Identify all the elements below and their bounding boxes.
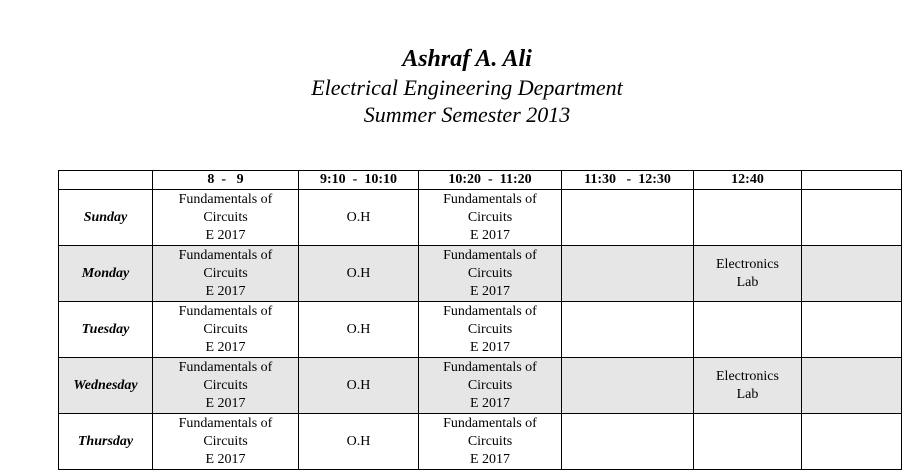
schedule-cell (299, 414, 419, 470)
department-name: Electrical Engineering Department (311, 75, 623, 100)
cell-text-line: Fundamentals of (178, 191, 273, 207)
cell-text-line: E 2017 (205, 451, 246, 467)
schedule-cell (694, 302, 802, 358)
schedule-cell (694, 190, 802, 246)
schedule-cell (802, 246, 902, 302)
cell-text-line: Circuits (467, 265, 513, 281)
cell-text-line: O.H (346, 321, 371, 337)
schedule-cell (299, 190, 419, 246)
cell-text-line: Circuits (467, 321, 513, 337)
table-row (59, 414, 902, 470)
cell-text-line: E 2017 (205, 227, 246, 243)
table-row (59, 246, 902, 302)
cell-text-line: Fundamentals of (178, 303, 273, 319)
cell-text-line: Fundamentals of (178, 415, 273, 431)
schedule-cell (562, 414, 694, 470)
cell-text-line: Circuits (203, 209, 248, 225)
table-row (59, 302, 902, 358)
cell-text-line: Circuits (203, 321, 248, 337)
cell-text-line: Electronics (716, 368, 779, 384)
cell-text-line: Circuits (203, 433, 248, 449)
cell-text-line: Circuits (203, 265, 248, 281)
schedule-cell (802, 302, 902, 358)
cell-text-line: O.H (346, 377, 371, 393)
document-header (0, 44, 909, 128)
time-header-row (59, 171, 902, 190)
cell-text-line: Fundamentals of (443, 415, 537, 431)
schedule-cell (153, 302, 299, 358)
cell-text-line: Circuits (467, 433, 513, 449)
schedule-cell (562, 190, 694, 246)
cell-text-line: Fundamentals of (443, 247, 537, 263)
cell-text-line: E 2017 (205, 395, 246, 411)
header-cell-time: 8 - 9 (153, 171, 299, 190)
schedule-cell (419, 302, 562, 358)
header-cell-corner (59, 171, 153, 190)
schedule-cell (299, 358, 419, 414)
cell-text-line: Lab (736, 386, 759, 402)
schedule-cell (562, 302, 694, 358)
schedule-cell (299, 302, 419, 358)
schedule-cell (419, 414, 562, 470)
semester-label: Summer Semester 2013 (363, 102, 571, 127)
schedule-cell (694, 358, 802, 414)
schedule-cell (694, 414, 802, 470)
schedule-cell (153, 414, 299, 470)
day-cell: Monday (59, 246, 153, 302)
schedule-table (58, 170, 902, 470)
cell-text-line: E 2017 (469, 339, 511, 355)
schedule-cell (153, 190, 299, 246)
cell-text-line: Lab (736, 274, 759, 290)
cell-text-line: E 2017 (469, 395, 511, 411)
header-cell-time: 10:20 - 11:20 (419, 171, 562, 190)
header-cell-time: 12:40 (694, 171, 802, 190)
header-cell-empty (802, 171, 902, 190)
cell-text-line: E 2017 (469, 451, 511, 467)
schedule-cell (153, 358, 299, 414)
cell-text-line: E 2017 (205, 283, 246, 299)
cell-text-line: Circuits (203, 377, 248, 393)
table-row (59, 190, 902, 246)
cell-text-line: Fundamentals of (178, 359, 273, 375)
cell-text-line: Fundamentals of (443, 359, 537, 375)
schedule-cell (694, 246, 802, 302)
day-cell: Thursday (59, 414, 153, 470)
day-cell: Sunday (59, 190, 153, 246)
schedule-cell (562, 246, 694, 302)
cell-text-line: O.H (346, 265, 371, 281)
cell-text-line: O.H (346, 209, 371, 225)
cell-text-line: Circuits (467, 209, 513, 225)
cell-text-line: Fundamentals of (178, 247, 273, 263)
schedule-cell (419, 246, 562, 302)
day-cell: Wednesday (59, 358, 153, 414)
schedule-cell (299, 246, 419, 302)
cell-text-line: Fundamentals of (443, 191, 537, 207)
header-cell-time: 9:10 - 10:10 (299, 171, 419, 190)
cell-text-line: E 2017 (205, 339, 246, 355)
schedule-cell (419, 190, 562, 246)
schedule-cell (419, 358, 562, 414)
cell-text-line: E 2017 (469, 227, 511, 243)
day-cell: Tuesday (59, 302, 153, 358)
schedule-cell (562, 358, 694, 414)
cell-text-line: Circuits (467, 377, 513, 393)
cell-text-line: Electronics (716, 256, 779, 272)
header-cell-time: 11:30 - 12:30 (562, 171, 694, 190)
cell-text-line: E 2017 (469, 283, 511, 299)
table-row (59, 358, 902, 414)
cell-text-line: Fundamentals of (443, 303, 537, 319)
schedule-cell (153, 246, 299, 302)
instructor-name: Ashraf A. Ali (402, 46, 532, 72)
schedule-cell (802, 358, 902, 414)
schedule-cell (802, 190, 902, 246)
cell-text-line: O.H (346, 433, 371, 449)
schedule-cell (802, 414, 902, 470)
